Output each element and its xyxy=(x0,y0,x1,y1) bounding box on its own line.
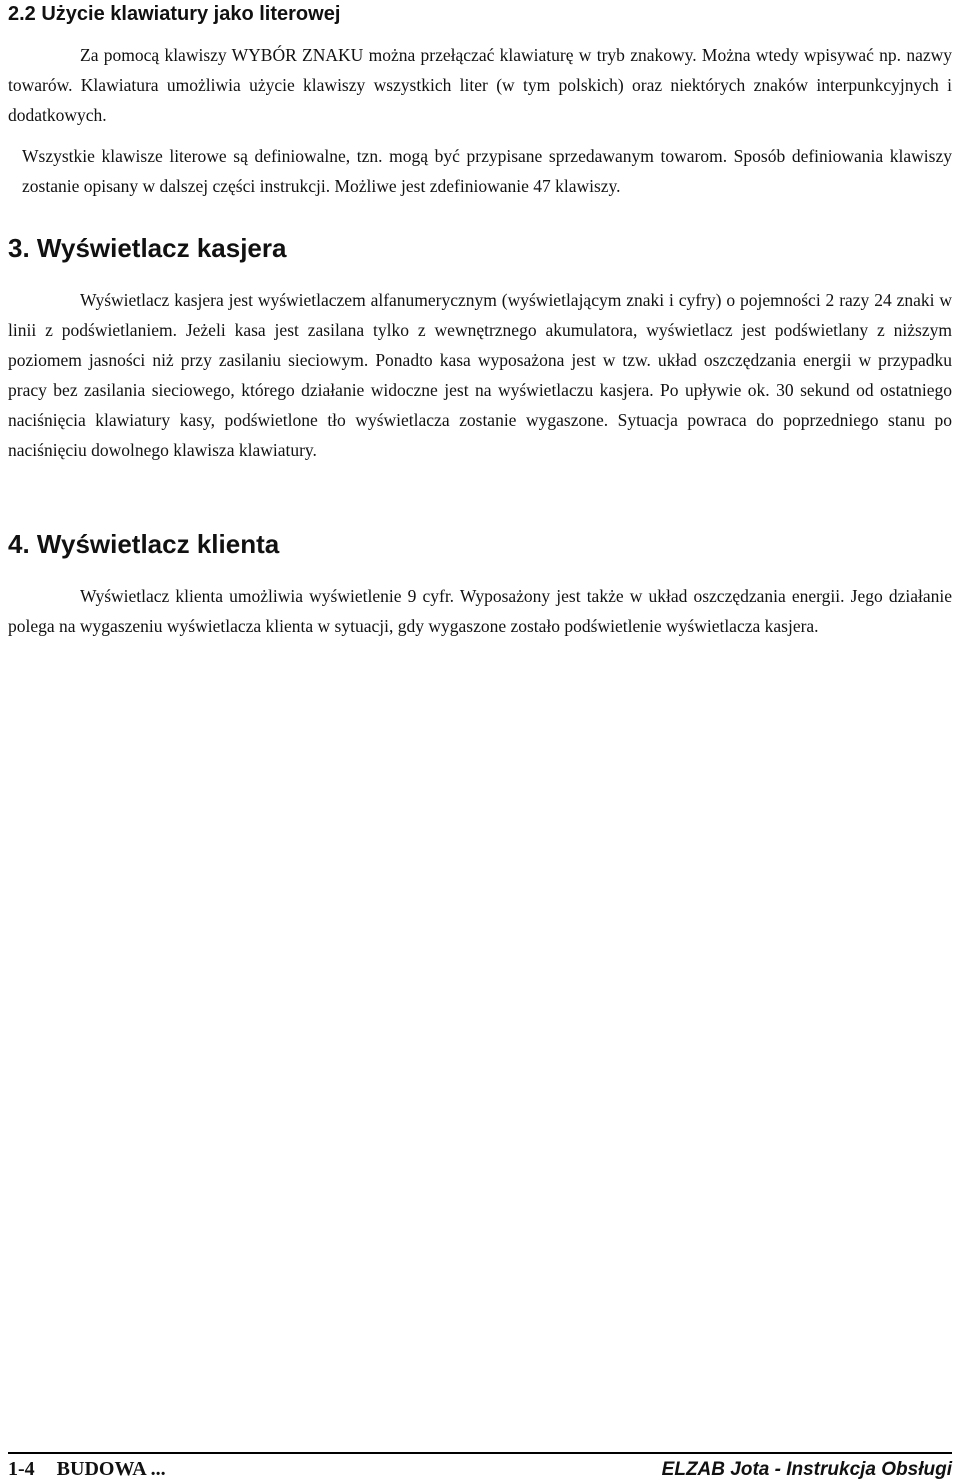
section-heading-cashier-display: 3. Wyświetlacz kasjera xyxy=(8,233,287,263)
footer-manual-title: ELZAB Jota - Instrukcja Obsługi xyxy=(661,1459,952,1480)
paragraph-definable-keys: Wszystkie klawisze literowe są definiowalne, tzn. mogą być przypisane sprzedawanym towarom. Sposób definiowania klawiszy zostanie opisany w dalszej części instrukcji. Możliwe jest zdefiniowanie 47 klawiszy. xyxy=(22,146,952,196)
footer-chapter: BUDOWA ... xyxy=(56,1458,166,1480)
footer-page-number: 1-4 xyxy=(8,1458,35,1480)
paragraph-character-mode: Za pomocą klawiszy WYBÓR ZNAKU można przełączać klawiaturę w tryb znakowy. Można wtedy wpisywać np. nazwy towarów. Klawiatura umożliwia użycie klawiszy wszystkich liter (w tym polskich) oraz niektórych znaków interpunkcyjnych i dodatkowych. xyxy=(8,45,952,125)
paragraph-customer-display: Wyświetlacz klienta umożliwia wyświetlenie 9 cyfr. Wyposażony jest także w układ oszczędzania energii. Jego działanie polega na wygaszeniu wyświetlacza klienta w sytuacji, gdy wygaszone zostało podświetlenie wyświetlacza kasjera. xyxy=(8,586,952,636)
footer-left xyxy=(8,1455,166,1483)
paragraph-cashier-display: Wyświetlacz kasjera jest wyświetlaczem alfanumerycznym (wyświetlającym znaki i cyfry) o pojemności 2 razy 24 znaki w linii z podświetlaniem. Jeżeli kasa jest zasilana tylko z wewnętrznego akumulatora, wyświetlacz jest podświetlany z niższym poziomem jasności niż przy zasilaniu sieciowym. Ponadto kasa wyposażona jest w tzw. układ oszczędzania energii w przypadku pracy bez zasilania sieciowego, którego działanie widoczne jest na wyświetlaczu kasjera. Po upływie ok. 30 sekund od ostatniego naciśnięcia klawiatury kasy, podświetlone tło wyświetlacza zostanie wygaszone. Sytuacja powraca do poprzedniego stanu po naciśnięciu dowolnego klawisza klawiatury. xyxy=(8,290,952,460)
section-heading-customer-display: 4. Wyświetlacz klienta xyxy=(8,529,280,559)
footer-divider xyxy=(8,1452,952,1454)
section-heading-keyboard-letters: 2.2 Użycie klawiatury jako literowej xyxy=(8,3,341,25)
